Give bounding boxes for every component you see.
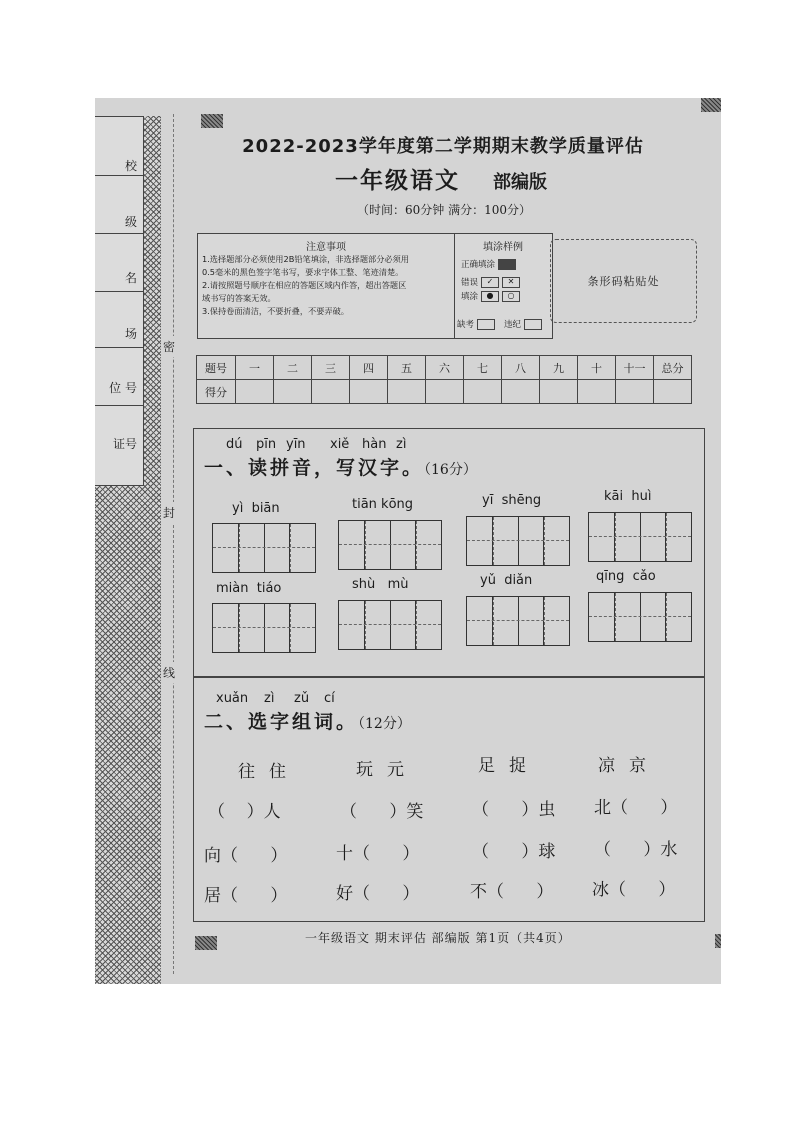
- section2-title: 二、选字组词。（12分）: [204, 711, 411, 733]
- score-cell[interactable]: [274, 380, 312, 404]
- barcode-label: 条形码粘贴处: [587, 275, 660, 288]
- score-table-score-row: [197, 380, 692, 404]
- seal-dashed-line: [173, 114, 174, 974]
- score-col: 十: [578, 356, 616, 380]
- section-choose-word: [193, 676, 705, 922]
- notice-items: [202, 253, 454, 318]
- notice-box: [197, 233, 553, 339]
- page-footer: 一年级语文 期末评估 部编版 第1页（共4页）: [305, 931, 571, 945]
- word-pinyin: yì biān: [232, 501, 280, 516]
- absent-box[interactable]: [477, 319, 495, 330]
- score-cell[interactable]: [540, 380, 578, 404]
- info-row-name: 名: [95, 233, 143, 292]
- dot-swatch: ●: [481, 291, 499, 302]
- sample-wrong: 错误 ✓ ✕: [461, 276, 520, 288]
- word-pinyin: miàn tiáo: [216, 581, 282, 596]
- score-col: 十一: [616, 356, 654, 380]
- seal-char-feng: 封: [163, 502, 175, 523]
- info-row-class: 级: [95, 175, 143, 234]
- fill-blank[interactable]: 十（ ）: [336, 844, 420, 864]
- notice-item: 3.保持卷面清洁，不要折叠，不要弄破。: [202, 306, 349, 316]
- writing-grid[interactable]: [212, 603, 316, 653]
- title-pinyin: cí: [324, 691, 335, 706]
- score-col: 四: [350, 356, 388, 380]
- score-col: 总分: [654, 356, 692, 380]
- score-col: 七: [464, 356, 502, 380]
- title-pinyin: zì: [264, 691, 275, 706]
- exam-title: 2022-2023学年度第二学期期末教学质量评估: [242, 136, 644, 157]
- char-choice: 凉京: [598, 756, 660, 776]
- exam-subtitle: 一年级语文: [335, 167, 460, 194]
- fill-blank[interactable]: （ ）虫: [472, 800, 556, 820]
- word-pinyin: yī shēng: [482, 493, 542, 508]
- score-cell[interactable]: [654, 380, 692, 404]
- title-pinyin: xiě: [330, 437, 350, 452]
- fill-blank[interactable]: （ ）笑: [340, 802, 424, 822]
- score-cell[interactable]: [464, 380, 502, 404]
- score-col: 九: [540, 356, 578, 380]
- exam-time-score: （时间：60分钟 满分：100分）: [357, 203, 531, 217]
- notice-item: 1.选择题部分必须使用2B铅笔填涂，非选择题部分必须用: [202, 254, 409, 264]
- fill-blank[interactable]: 居（ ）: [204, 886, 288, 906]
- fill-blank[interactable]: 好（ ）: [336, 884, 420, 904]
- score-col: 一: [236, 356, 274, 380]
- score-table: [196, 355, 692, 404]
- cross-swatch: ✕: [502, 277, 520, 288]
- notice-item: 0.5毫米的黑色签字笔书写，要求字体工整、笔迹清楚。: [202, 267, 404, 277]
- title-pinyin: xuǎn: [216, 691, 249, 706]
- score-cell[interactable]: [502, 380, 540, 404]
- sample-correct: 正确填涂: [461, 258, 516, 270]
- seal-char-xian: 线: [163, 662, 175, 683]
- word-pinyin: kāi huì: [604, 489, 652, 504]
- score-cell[interactable]: [426, 380, 464, 404]
- score-cell[interactable]: [312, 380, 350, 404]
- char-choice: 足捉: [478, 756, 540, 776]
- fill-blank[interactable]: （ ）球: [472, 842, 556, 862]
- sample-title: 填涂样例: [483, 242, 523, 253]
- fill-sample-box: [454, 234, 551, 338]
- registration-mark-corner: [701, 98, 721, 112]
- score-cell[interactable]: [578, 380, 616, 404]
- writing-grid[interactable]: [588, 592, 692, 642]
- score-col: 二: [274, 356, 312, 380]
- title-pinyin: pīn: [256, 437, 277, 452]
- sample-fill: 填涂 ● ○: [461, 290, 520, 302]
- notice-title: 注意事项: [306, 242, 346, 253]
- fill-blank[interactable]: 冰（ ）: [592, 880, 676, 900]
- score-cell[interactable]: [236, 380, 274, 404]
- registration-mark-top: [201, 114, 223, 128]
- score-table-label: 得分: [197, 380, 236, 404]
- score-col: 八: [502, 356, 540, 380]
- registration-mark-bottom-right: [715, 934, 721, 948]
- score-col: 三: [312, 356, 350, 380]
- writing-grid[interactable]: [466, 596, 570, 646]
- info-row-id: 证号: [112, 437, 137, 451]
- writing-grid[interactable]: [466, 516, 570, 566]
- title-pinyin: hàn: [362, 437, 387, 452]
- score-col: 五: [388, 356, 426, 380]
- char-choice: 玩元: [356, 760, 418, 780]
- section1-title: 一、读拼音，写汉字。（16分）: [204, 457, 477, 479]
- student-info-box: [95, 116, 144, 486]
- word-pinyin: yǔ diǎn: [480, 573, 533, 588]
- word-pinyin: qīng cǎo: [596, 569, 656, 584]
- title-pinyin: zǔ: [294, 691, 310, 706]
- exam-paper: [95, 98, 721, 984]
- seal-char-mi: 密: [163, 336, 175, 357]
- registration-mark-bottom: [195, 936, 217, 950]
- fill-blank[interactable]: 不（ ）: [470, 882, 554, 902]
- score-cell[interactable]: [616, 380, 654, 404]
- fill-blank[interactable]: （ ）水: [594, 840, 678, 860]
- title-pinyin: dú: [226, 437, 243, 452]
- writing-grid[interactable]: [212, 523, 316, 573]
- filled-swatch: [498, 259, 516, 270]
- word-pinyin: tiān kōng: [352, 497, 414, 512]
- fill-blank[interactable]: 北（ ）: [594, 798, 678, 818]
- notice-item: 2.请按照题号顺序在相应的答题区域内作答，超出答题区: [202, 280, 407, 290]
- score-cell[interactable]: [388, 380, 426, 404]
- fill-blank[interactable]: 向（ ）: [204, 846, 288, 866]
- check-swatch: ✓: [481, 277, 499, 288]
- writing-grid[interactable]: [588, 512, 692, 562]
- circle-swatch: ○: [502, 291, 520, 302]
- writing-grid[interactable]: [338, 600, 442, 650]
- title-pinyin: zì: [396, 437, 407, 452]
- score-table-label: 题号: [197, 356, 236, 380]
- notice-item: 域书写的答案无效。: [202, 293, 276, 303]
- violation-box[interactable]: [524, 319, 542, 330]
- info-row-seat: 位 号: [95, 347, 143, 406]
- score-cell[interactable]: [350, 380, 388, 404]
- score-table-header-row: [197, 356, 692, 380]
- info-row-exam-room: 场: [95, 291, 143, 348]
- title-pinyin: yīn: [286, 437, 306, 452]
- barcode-area: [550, 239, 697, 323]
- word-pinyin: shù mù: [352, 577, 409, 592]
- sample-absent: 缺考 违纪: [457, 318, 542, 330]
- char-choice: 往住: [238, 762, 300, 782]
- exam-edition: 部编版: [493, 172, 547, 193]
- fill-blank[interactable]: （ ）人: [208, 802, 281, 822]
- score-col: 六: [426, 356, 464, 380]
- info-row-school: 校: [95, 117, 143, 176]
- section-pinyin-writing: [193, 428, 705, 678]
- writing-grid[interactable]: [338, 520, 442, 570]
